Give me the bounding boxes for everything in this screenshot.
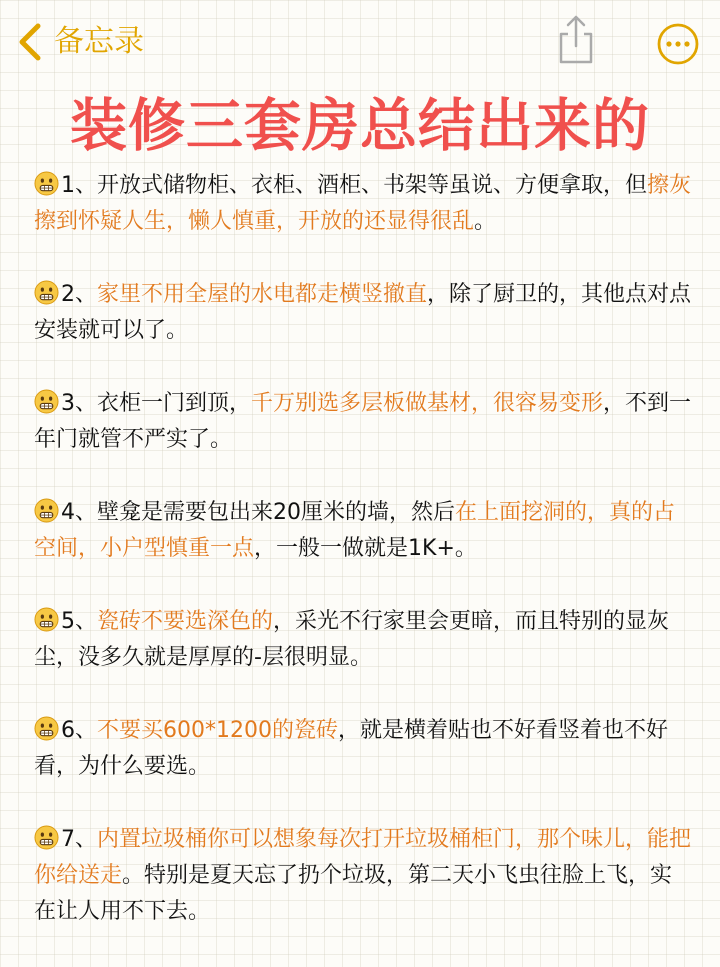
list-item [34, 495, 694, 567]
more-icon[interactable] [656, 22, 700, 66]
note-body [34, 168, 694, 967]
item-text: 1、开放式储物柜、衣柜、酒柜、书架等虽说、方便拿取，但 [61, 173, 647, 198]
list-item [34, 604, 694, 676]
page-title: 装修三套房总结出来的 [70, 93, 650, 159]
highlight-text: 家里不用全屋的水电都走横竖撤直 [97, 282, 428, 307]
list-item [34, 277, 694, 349]
highlight-text: 不要买600*1200的瓷砖 [97, 718, 338, 743]
navigation-bar [0, 0, 720, 88]
list-item [34, 168, 694, 240]
item-text: 4、壁龛是需要包出来20厘米的墙，然后 [61, 500, 455, 525]
highlight-text: 瓷砖不要选深色的 [97, 609, 274, 634]
highlight-text: 内置垃圾桶你可以想象每次打开垃圾桶柜门，那个味儿，能把你给送走 [34, 827, 692, 888]
item-text: 6、 [61, 718, 97, 743]
highlight-text: 在上面挖洞的，真的占空间，小户型慎重一点 [34, 500, 676, 561]
highlight-text: 千万别选多层板做基材，很容易变形 [251, 391, 604, 416]
item-text: 7、 [61, 827, 97, 852]
item-text: 2、 [61, 282, 97, 307]
grimace-emoji-icon [34, 171, 59, 196]
grimace-emoji-icon [34, 825, 59, 850]
item-text: ，不到一年门就管不严实了。 [34, 391, 692, 452]
item-text: ，一般一做就是1K+。 [254, 536, 477, 561]
item-text: 3、衣柜一门到顶， [61, 391, 251, 416]
back-button[interactable] [14, 20, 144, 64]
grimace-emoji-icon [34, 280, 59, 305]
grimace-emoji-icon [34, 716, 59, 741]
grimace-emoji-icon [34, 389, 59, 414]
item-text: 。特别是夏天忘了扔个垃圾，第二天小飞虫往脸上飞，实在让人用不下去。 [34, 863, 673, 924]
item-text: 。 [474, 209, 497, 234]
grimace-emoji-icon [34, 498, 59, 523]
back-label: 备忘录 [54, 24, 144, 59]
highlight-text: 擦灰擦到怀疑人生，懒人慎重，开放的还显得很乱 [34, 173, 692, 234]
list-item [34, 822, 694, 930]
chevron-left-icon [14, 20, 48, 64]
item-text: ，除了厨卫的，其他点对点安装就可以了。 [34, 282, 692, 343]
item-text: ，采光不行家里会更暗，而且特别的显灰尘，没多久就是厚厚的-层很明显。 [34, 609, 670, 670]
item-text: 5、 [61, 609, 97, 634]
list-item [34, 713, 694, 785]
item-text: ，就是横着贴也不好看竖着也不好看，为什么要选。 [34, 718, 668, 779]
grimace-emoji-icon [34, 607, 59, 632]
share-icon[interactable] [555, 14, 597, 66]
list-item [34, 386, 694, 458]
